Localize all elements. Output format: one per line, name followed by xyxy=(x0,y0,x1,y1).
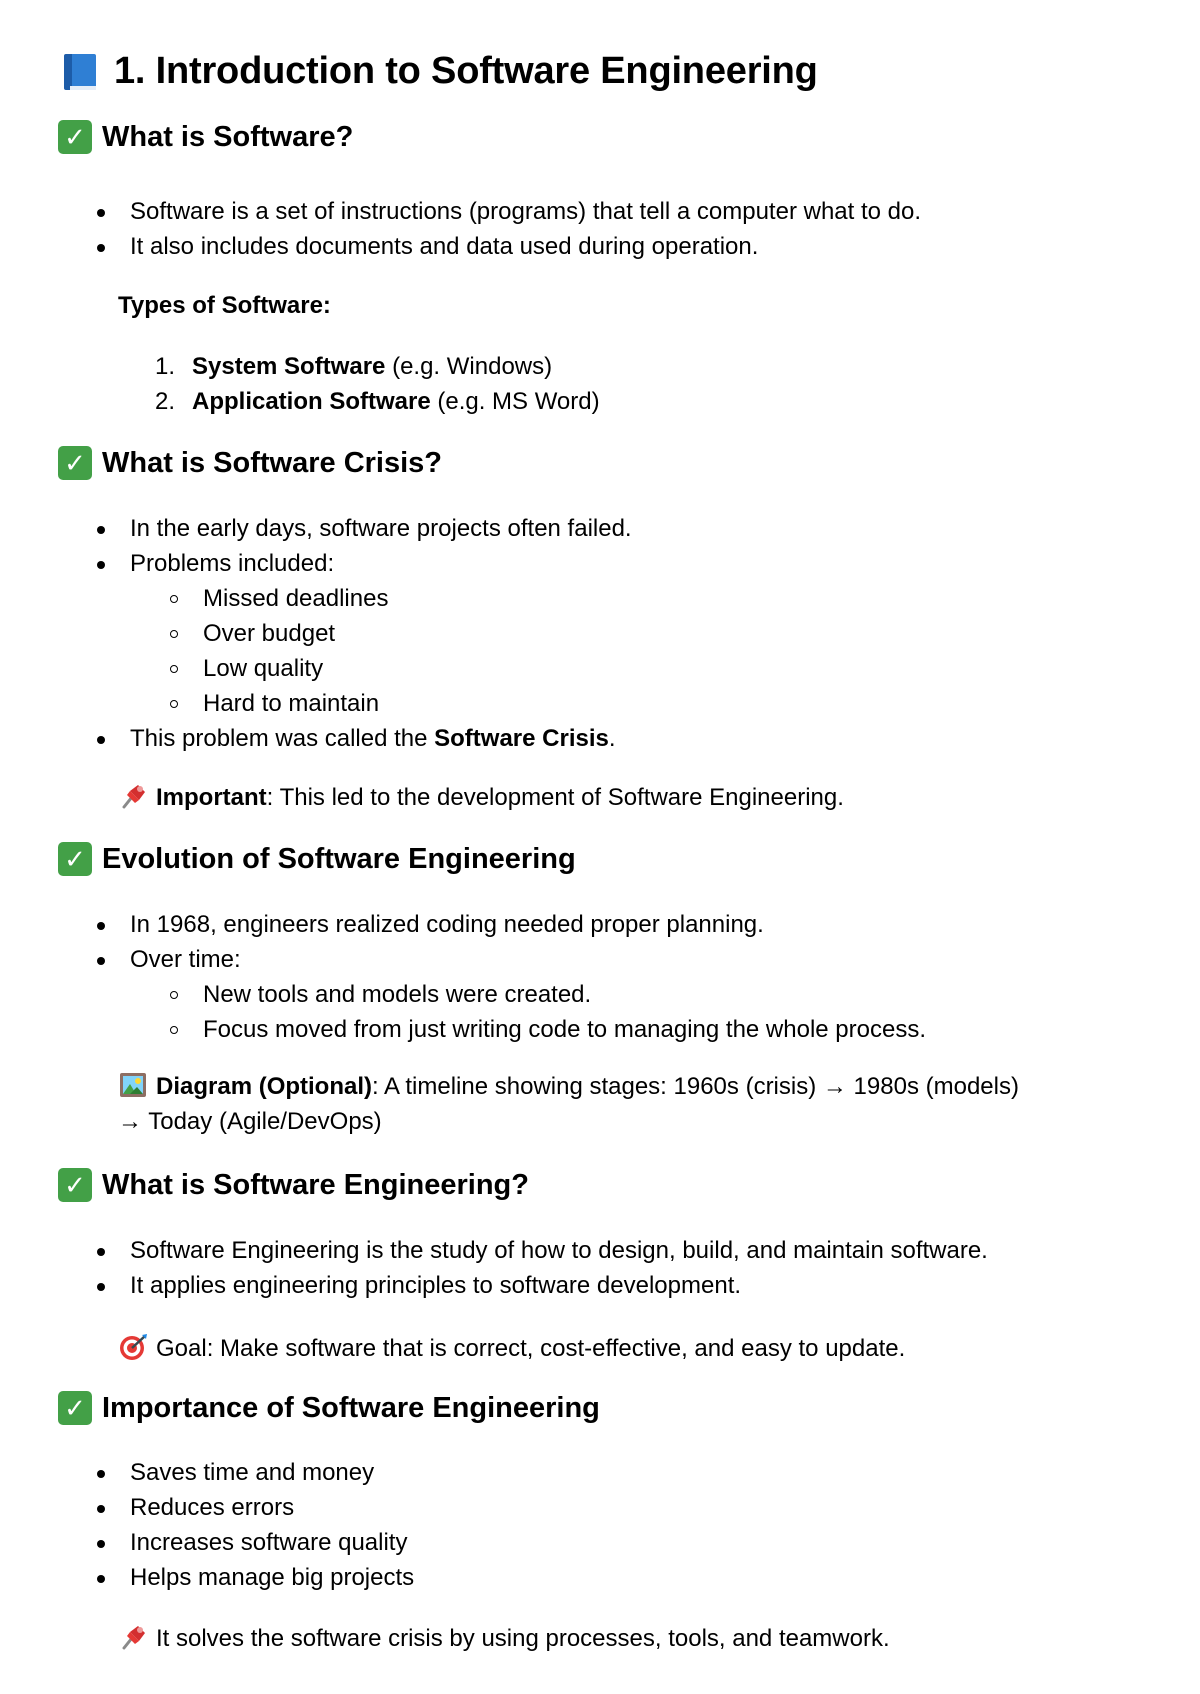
evolution-bullets xyxy=(0,907,926,1047)
list-item: It applies engineering principles to software development. xyxy=(0,1268,988,1303)
list-item: Over time: xyxy=(0,942,926,977)
page-title-text: 1. Introduction to Software Engineering xyxy=(114,50,818,92)
list-item: Increases software quality xyxy=(0,1525,414,1560)
heading-text: What is Software? xyxy=(102,120,354,153)
list-number: 1. xyxy=(155,353,176,380)
type-example: (e.g. Windows) xyxy=(385,353,553,380)
list-item: Software Engineering is the study of how to design, build, and maintain software. xyxy=(0,1233,988,1268)
page-title xyxy=(62,50,818,93)
type-example: (e.g. MS Word) xyxy=(430,388,600,415)
check-icon: ✓ xyxy=(58,446,92,480)
type-name: Application Software xyxy=(192,388,431,415)
note-text: Goal: Make software that is correct, cost-effective, and easy to update. xyxy=(156,1335,906,1362)
pin-icon xyxy=(118,1623,148,1651)
important-note xyxy=(118,780,1118,815)
check-icon: ✓ xyxy=(58,842,92,876)
heading-what-is-se xyxy=(58,1168,529,1202)
heading-importance xyxy=(58,1391,600,1425)
heading-text: What is Software Crisis? xyxy=(102,446,443,479)
note-bold: Diagram (Optional) xyxy=(156,1073,373,1100)
list-item: In 1968, engineers realized coding needed proper planning. xyxy=(0,907,926,942)
sub-list-item: Missed deadlines xyxy=(0,581,632,616)
note-text: : A timeline showing stages: 1960s (crisis) → 1980s (models) xyxy=(372,1073,1019,1100)
sub-list-item: New tools and models were created. xyxy=(0,977,926,1012)
check-icon: ✓ xyxy=(58,120,92,154)
list-item: Reduces errors xyxy=(0,1490,414,1525)
text: . xyxy=(608,725,616,752)
list-item: Software is a set of instructions (programs) that tell a computer what to do. xyxy=(0,194,921,229)
list-item: Saves time and money xyxy=(0,1455,414,1490)
pin-icon xyxy=(118,782,148,810)
heading-evolution xyxy=(58,842,576,876)
types-list xyxy=(0,349,600,419)
solution-note xyxy=(118,1621,1118,1656)
bold-term: Software Crisis xyxy=(434,725,609,752)
list-item: In the early days, software projects often failed. xyxy=(0,511,632,546)
picture-icon xyxy=(118,1071,148,1099)
list-item xyxy=(0,721,632,756)
importance-bullets xyxy=(0,1455,414,1595)
heading-what-is-software xyxy=(58,120,353,154)
list-item: Problems included: xyxy=(0,546,632,581)
sub-list-item: Focus moved from just writing code to managing the whole process. xyxy=(0,1012,926,1047)
note-bold: Important xyxy=(156,784,267,811)
check-icon: ✓ xyxy=(58,1168,92,1202)
book-icon xyxy=(62,52,98,92)
list-item: Helps manage big projects xyxy=(0,1560,414,1595)
sub-list-item: Over budget xyxy=(0,616,632,651)
heading-text: What is Software Engineering? xyxy=(102,1168,529,1201)
note-text-line2: → Today (Agile/DevOps) xyxy=(118,1108,382,1135)
note-text: : This led to the development of Software Engineering. xyxy=(266,784,844,811)
software-bullets xyxy=(0,194,921,264)
text: This problem was called the xyxy=(130,725,435,752)
list-number: 2. xyxy=(155,388,176,415)
heading-software-crisis xyxy=(58,446,442,480)
heading-text: Importance of Software Engineering xyxy=(102,1391,600,1424)
se-bullets xyxy=(0,1233,988,1303)
sub-list-item: Hard to maintain xyxy=(0,686,632,721)
crisis-bullets xyxy=(0,511,632,756)
list-item: It also includes documents and data used during operation. xyxy=(0,229,921,264)
types-label: Types of Software: xyxy=(118,292,331,319)
list-item xyxy=(0,349,600,384)
heading-text: Evolution of Software Engineering xyxy=(102,842,576,875)
check-icon: ✓ xyxy=(58,1391,92,1425)
goal-note xyxy=(118,1331,1118,1366)
type-name: System Software xyxy=(192,353,386,380)
sub-list-item: Low quality xyxy=(0,651,632,686)
target-icon xyxy=(118,1333,148,1361)
note-text: It solves the software crisis by using processes, tools, and teamwork. xyxy=(156,1625,890,1652)
list-item xyxy=(0,384,600,419)
diagram-note xyxy=(118,1069,1118,1139)
